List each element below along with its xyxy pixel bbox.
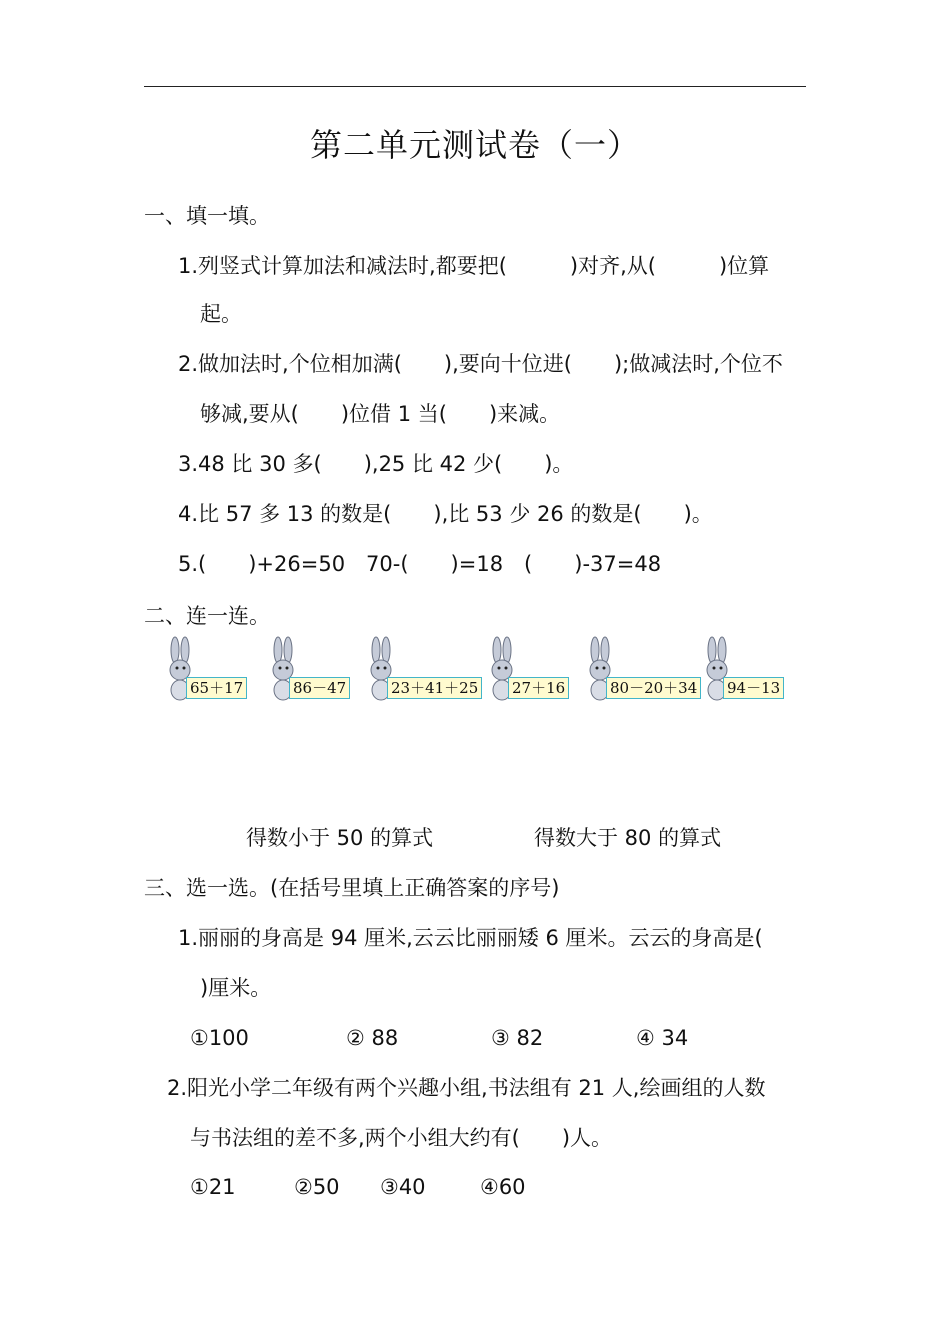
s3-q1-line2: )厘米。: [200, 976, 272, 1000]
s1-q3: 3.48 比 30 多( ),25 比 42 少( )。: [178, 452, 574, 476]
s1-q5: 5.( )+26=50 70-( )=18 ( )-37=48: [178, 552, 662, 576]
option[interactable]: ①100: [190, 1026, 249, 1050]
bunny-row: [166, 636, 806, 706]
option[interactable]: ③40: [380, 1175, 426, 1199]
expression-box: 80－20＋34: [606, 677, 701, 699]
s3-q2-line2: 与书法组的差不多,两个小组大约有( )人。: [190, 1126, 613, 1150]
section3-heading: 三、选一选。(在括号里填上正确答案的序号): [144, 876, 560, 900]
page-title: 第二单元测试卷（一）: [309, 126, 640, 164]
option[interactable]: ③ 82: [491, 1026, 544, 1050]
option[interactable]: ②50: [294, 1175, 340, 1199]
section1-heading: 一、填一填。: [144, 204, 270, 228]
s1-q2-line2: 够减,要从( )位借 1 当( )来减。: [200, 402, 561, 426]
option[interactable]: ④60: [480, 1175, 526, 1199]
header-rule: [144, 86, 806, 87]
option[interactable]: ② 88: [346, 1026, 399, 1050]
expression-box: 23＋41＋25: [387, 677, 482, 699]
expression-box: 86－47: [289, 677, 350, 699]
option[interactable]: ①21: [190, 1175, 236, 1199]
s3-q2-line1: 2.阳光小学二年级有两个兴趣小组,书法组有 21 人,绘画组的人数: [167, 1076, 766, 1100]
s1-q2-line1: 2.做加法时,个位相加满( ),要向十位进( );做减法时,个位不: [178, 352, 783, 376]
label-greater-than-80: 得数大于 80 的算式: [534, 826, 722, 850]
s1-q1-line2: 起。: [200, 302, 242, 326]
label-less-than-50: 得数小于 50 的算式: [246, 826, 434, 850]
expression-box: 27＋16: [508, 677, 569, 699]
s3-q1-line1: 1.丽丽的身高是 94 厘米,云云比丽丽矮 6 厘米。云云的身高是(: [178, 926, 763, 950]
option[interactable]: ④ 34: [636, 1026, 689, 1050]
expression-box: 94－13: [723, 677, 784, 699]
s1-q4: 4.比 57 多 13 的数是( ),比 53 少 26 的数是( )。: [178, 502, 713, 526]
section2-heading: 二、连一连。: [144, 604, 270, 628]
expression-box: 65＋17: [186, 677, 247, 699]
s1-q1-line1: 1.列竖式计算加法和减法时,都要把( )对齐,从( )位算: [178, 254, 770, 278]
